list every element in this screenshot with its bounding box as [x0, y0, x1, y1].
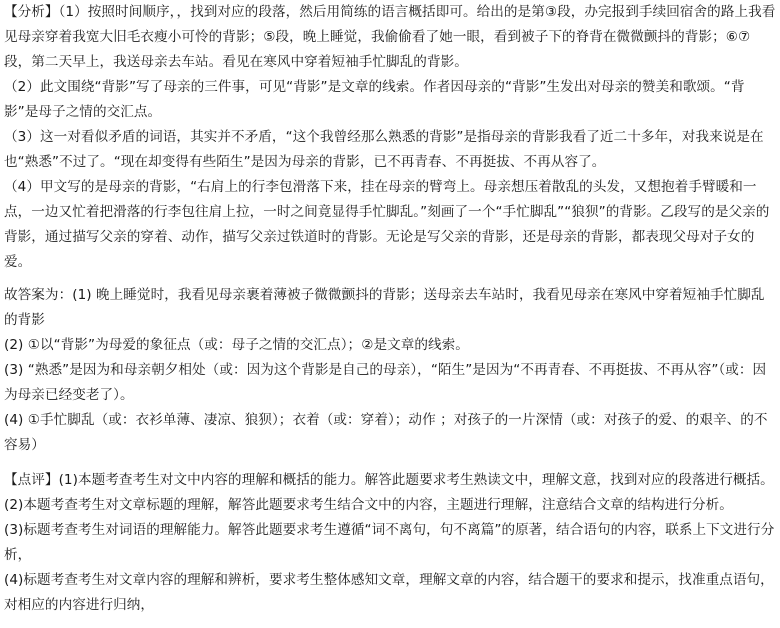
analysis-paragraph: （3）这一对看似矛盾的词语，其实并不矛盾，“这个我曾经那么熟悉的背影”是指母亲的背影我看了近二十多年，对我来说是在也“熟悉”不过了。“现在却变得有些陌生”是因为母亲的背影，已不再青春、不再挺拔、不再从容了。	[4, 129, 764, 170]
comment-paragraph: (3)标题考查考生对词语的理解能力。解答此题要求考生遵循“词不离句，句不离篇”的原著，结合语句的内容，联系上下文进行分析，	[4, 522, 775, 563]
answer-paragraph: (3) “熟悉”是因为和母亲朝夕相处（或：因为这个背影是自己的母亲），“陌生”是因为“不再青春、不再挺拔、不再从容”（或：因为母亲已经变老了）。	[4, 362, 767, 403]
analysis-paragraph: 【分析】（1）按照时间顺序，，找到对应的段落，然后用简练的语言概括即可。给出的是第③段，办完报到手续回宿舍的路上我看见母亲穿着我宽大旧毛衣瘦小可怜的背影；⑤段，晚上睡觉，我偷偷看了她一眼，看到被子下的脊背在微微颤抖的背影；⑥⑦段，第二天早上，我送母亲去车站。看见在寒风中穿着短袖手忙脚乱的背影。	[4, 4, 776, 70]
answer-paragraph: (2) ①以“背影”为母爱的象征点（或：母子之情的交汇点）；②是文章的线索。	[4, 337, 469, 353]
answer-section	[4, 283, 776, 458]
comment-section	[4, 468, 776, 618]
comment-paragraph: 【点评】(1)本题考查考生对文中内容的理解和概括的能力。解答此题要求考生熟读文中，理解文意，找到对应的段落进行概括。	[4, 472, 774, 488]
answer-paragraph: (4) ①手忙脚乱（或：衣衫单薄、凄凉、狼狈）；衣着（或：穿着）；动作 ；对孩子的一片深情（或：对孩子的爱、的艰辛、的不容易）	[4, 412, 768, 453]
comment-paragraph: (4)标题考查考生对文章内容的理解和辨析，要求考生整体感知文章，理解文章的内容，结合题干的要求和提示，找准重点语句，对相应的内容进行归纳，	[4, 572, 774, 613]
comment-paragraph: (2)本题考查考生对文章标题的理解，解答此题要求考生结合文中的内容，主题进行理解，注意结合文章的结构进行分析。	[4, 497, 733, 513]
analysis-section	[4, 0, 776, 275]
answer-paragraph: 故答案为：(1) 晚上睡觉时，我看见母亲裹着薄被子微微颤抖的背影；送母亲去车站时，我看见母亲在寒风中穿着短袖手忙脚乱的背影	[4, 287, 765, 328]
analysis-paragraph: （2）此文围绕“背影”写了母亲的三件事，可见“背影”是文章的线索。作者因母亲的“背影”生发出对母亲的赞美和歌颂。“背影”是母子之情的交汇点。	[4, 79, 745, 120]
analysis-paragraph: （4）甲文写的是母亲的背影，“右肩上的行李包滑落下来，挂在母亲的臂弯上。母亲想压着散乱的头发，又想抱着手臂暖和一点，一边又忙着把滑落的行李包往肩上拉，一时之间竟显得手忙脚乱。”刻画了一个“手忙脚乱”“狼狈”的背影。乙段写的是父亲的背影，通过描写父亲的穿着、动作，描写父亲过铁道时的背影。无论是写父亲的背影，还是母亲的背影，都表现父母对子女的爱。	[4, 179, 770, 270]
